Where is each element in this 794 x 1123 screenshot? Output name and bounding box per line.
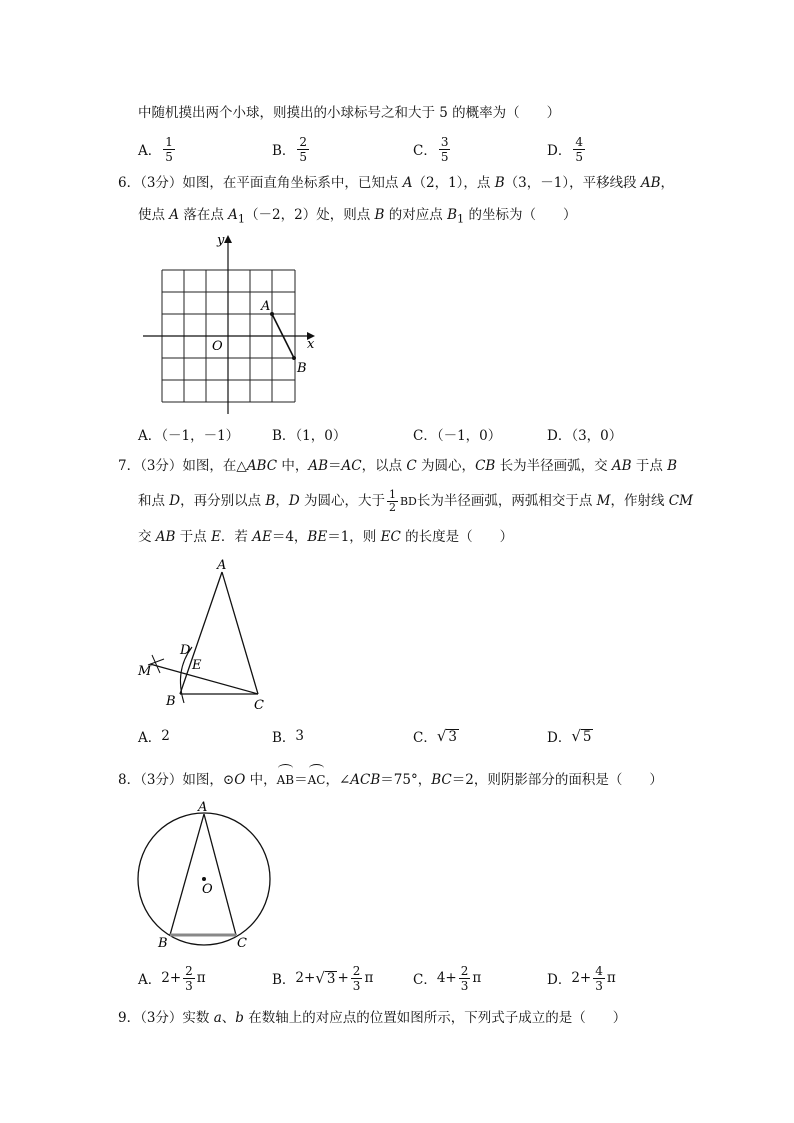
q8-option-a[interactable]: A． 2+ $\frac{2}{3}$ π (138, 963, 206, 993)
q7-stem-line3: 交 AB 于点 E．若 AE＝4，BE＝1，则 EC 的长度是（ ） (138, 529, 514, 545)
arc-ab: AB (277, 763, 294, 791)
q7-option-d[interactable]: D． √ 5 (547, 727, 592, 746)
vertex-c-label: C (237, 936, 247, 951)
point-e-label: E (192, 658, 202, 673)
center-o (202, 877, 206, 881)
q7-option-c[interactable]: C． √ 3 (413, 727, 457, 746)
vertex-b-label: B (158, 936, 168, 951)
arc-ac: AC (308, 763, 326, 791)
side-ab (180, 572, 222, 694)
q8-options (138, 962, 658, 994)
x-axis-label: x (307, 337, 315, 352)
q8-option-c[interactable]: C． 4+ $\frac{2}{3}$ π (413, 963, 482, 993)
point-b-label: B (297, 361, 307, 376)
vertex-a-label: A (217, 558, 227, 573)
chord-ab (170, 814, 204, 935)
q7-options (138, 720, 658, 752)
q7-stem-line1: 7．（3分）如图，在△ABC 中，AB＝AC，以点 C 为圆心，CB 长为半径画弧，交 AB 于点 B (118, 458, 678, 474)
q7-option-a[interactable]: A． 2 (138, 728, 170, 746)
vertex-a-label: A (198, 800, 208, 815)
q6-options (138, 418, 658, 450)
point-a-label: A (261, 299, 271, 314)
q5-stem: 中随机摸出两个小球，则摸出的小球标号之和大于 5 的概率为（ ） (138, 105, 561, 121)
q6-option-b[interactable]: B．（1，0） (272, 428, 347, 444)
q5-options (138, 133, 658, 165)
q6-option-a[interactable]: A．（－1，－1） (138, 428, 240, 444)
q7-triangle-figure (130, 555, 280, 715)
y-axis-label: y (217, 233, 225, 248)
side-ac (222, 572, 258, 694)
point-m-label: M (138, 664, 152, 679)
q8-option-b[interactable]: B． 2+ √ 3 + $\frac{2}{3}$ π (272, 963, 374, 993)
arc-mark-1 (152, 655, 160, 673)
sqrt-icon: √ 3 (436, 727, 457, 745)
sqrt-icon: √ 3 (315, 969, 336, 987)
q6-stem-line2: 使点 A 落在点 $A_1(-2$，2）处，则点 B 的对应点 $B_1$ 的坐标为（ ） (138, 207, 577, 226)
q9-stem: 9．（3分）实数 a、b 在数轴上的对应点的位置如图所示，下列式子成立的是（ ） (118, 1010, 627, 1026)
q7-stem-line2: 和点 D，再分别以点 B，D 为圆心，大于 $\frac{1}{2}$ BD长为半径画弧，两弧相交于点 M，作射线 CM (138, 488, 693, 514)
q8-circle-figure (130, 795, 280, 955)
center-o-label: O (202, 882, 213, 897)
q5-option-b[interactable]: B． $\frac{2}{5}$ (272, 134, 308, 164)
chord-ac (204, 814, 236, 935)
y-axis-arrow-icon (224, 235, 232, 243)
sqrt-icon: √ 5 (571, 727, 592, 745)
q8-stem: 8．（3分）如图，⊙O 中，AB＝AC，∠ACB＝75°，BC＝2，则阴影部分的面积是（ ） (118, 763, 663, 791)
point-d-label: D (180, 643, 191, 658)
q5-option-c[interactable]: C． $\frac{3}{5}$ (413, 134, 449, 164)
point-a (270, 312, 274, 316)
ray-cm (150, 664, 258, 694)
origin-label: O (212, 339, 223, 354)
q6-option-d[interactable]: D．（3，0） (547, 428, 623, 444)
point-b (292, 356, 296, 360)
q7-option-b[interactable]: B． 3 (272, 728, 305, 746)
vertex-c-label: C (254, 698, 264, 713)
q6-option-c[interactable]: C．（－1，0） (413, 428, 502, 444)
q6-stem-line1: 6．（3分）如图，在平面直角坐标系中，已知点 A（2，1），点 B（3，－1），平移线段 AB， (118, 175, 675, 191)
q5-option-a[interactable]: A． $\frac{1}{5}$ (138, 134, 173, 164)
q5-option-d[interactable]: D． $\frac{4}{5}$ (547, 134, 583, 164)
q8-option-d[interactable]: D． 2+ $\frac{4}{3}$ π (547, 963, 616, 993)
q6-coordinate-figure (135, 228, 325, 418)
vertex-b-label: B (166, 694, 176, 709)
